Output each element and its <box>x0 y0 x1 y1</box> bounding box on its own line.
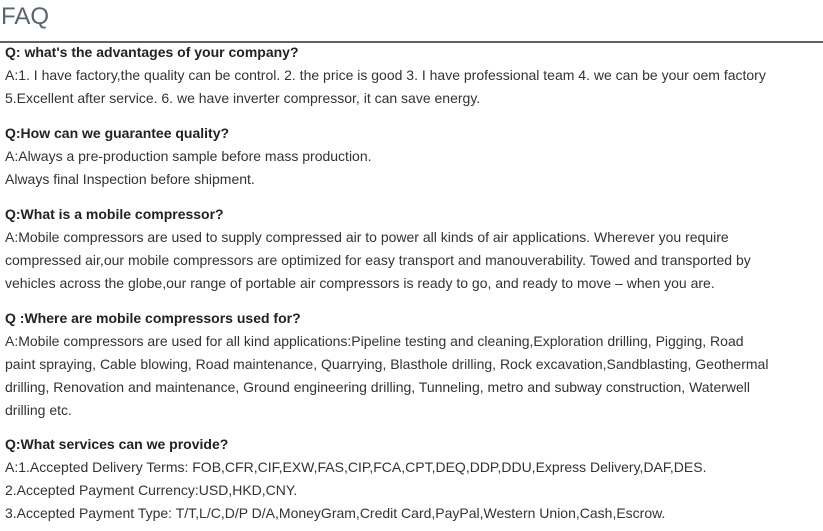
faq-answer-line: A:1. I have factory,the quality can be control. 2. the price is good 3. I have professional team 4. we can be your oem factory <box>5 67 766 83</box>
faq-answer-line: A:Mobile compressors are used for all kind applications:Pipeline testing and cleaning,Exploration drilling, Pigging, Road <box>5 333 744 349</box>
faq-answer-line: 3.Accepted Payment Type: T/T,L/C,D/P D/A,MoneyGram,Credit Card,PayPal,Western Union,Cash,Escrow. <box>5 505 666 521</box>
faq-item <box>5 110 823 191</box>
faq-question: Q:What is a mobile compressor? <box>5 206 224 222</box>
faq-answer-line: drilling, Renovation and maintenance, Ground engineering drilling, Tunneling, metro and subway construction, Waterwell <box>5 379 751 395</box>
faq-item <box>5 422 823 525</box>
faq-question: Q:What services can we provide? <box>5 436 229 452</box>
faq-question: Q: what's the advantages of your company? <box>5 44 299 60</box>
faq-answer-line: Always final Inspection before shipment. <box>5 171 255 187</box>
faq-question: Q:How can we guarantee quality? <box>5 125 230 141</box>
faq-answer-line: compressed air,our mobile compressors are optimized for easy transport and manouverability. Towed and transported by <box>5 252 751 268</box>
faq-answer-line: vehicles across the globe,our range of portable air compressors is ready to go, and ready to move – when you are. <box>5 275 715 291</box>
faq-list <box>5 41 823 525</box>
page-title: FAQ <box>1 3 50 30</box>
faq-item <box>5 295 823 422</box>
faq-item <box>5 191 823 295</box>
faq-answer-line: 2.Accepted Payment Currency:USD,HKD,CNY. <box>5 482 298 498</box>
faq-answer-line: 5.Excellent after service. 6. we have inverter compressor, it can save energy. <box>5 90 481 106</box>
faq-question: Q :Where are mobile compressors used for? <box>5 310 301 326</box>
faq-header <box>0 0 823 43</box>
faq-answer-line: paint spraying, Cable blowing, Road maintenance, Quarrying, Blasthole drilling, Rock excavation,Sandblasting, Geothermal <box>5 356 769 372</box>
faq-item <box>5 41 823 110</box>
faq-answer-line: A:1.Accepted Delivery Terms: FOB,CFR,CIF,EXW,FAS,CIP,FCA,CPT,DEQ,DDP,DDU,Express Delivery,DAF,DES. <box>5 459 707 475</box>
faq-answer-line: drilling etc. <box>5 402 72 418</box>
faq-answer-line: A:Mobile compressors are used to supply compressed air to power all kinds of air applications. Wherever you require <box>5 229 729 245</box>
faq-answer-line: A:Always a pre-production sample before mass production. <box>5 148 372 164</box>
